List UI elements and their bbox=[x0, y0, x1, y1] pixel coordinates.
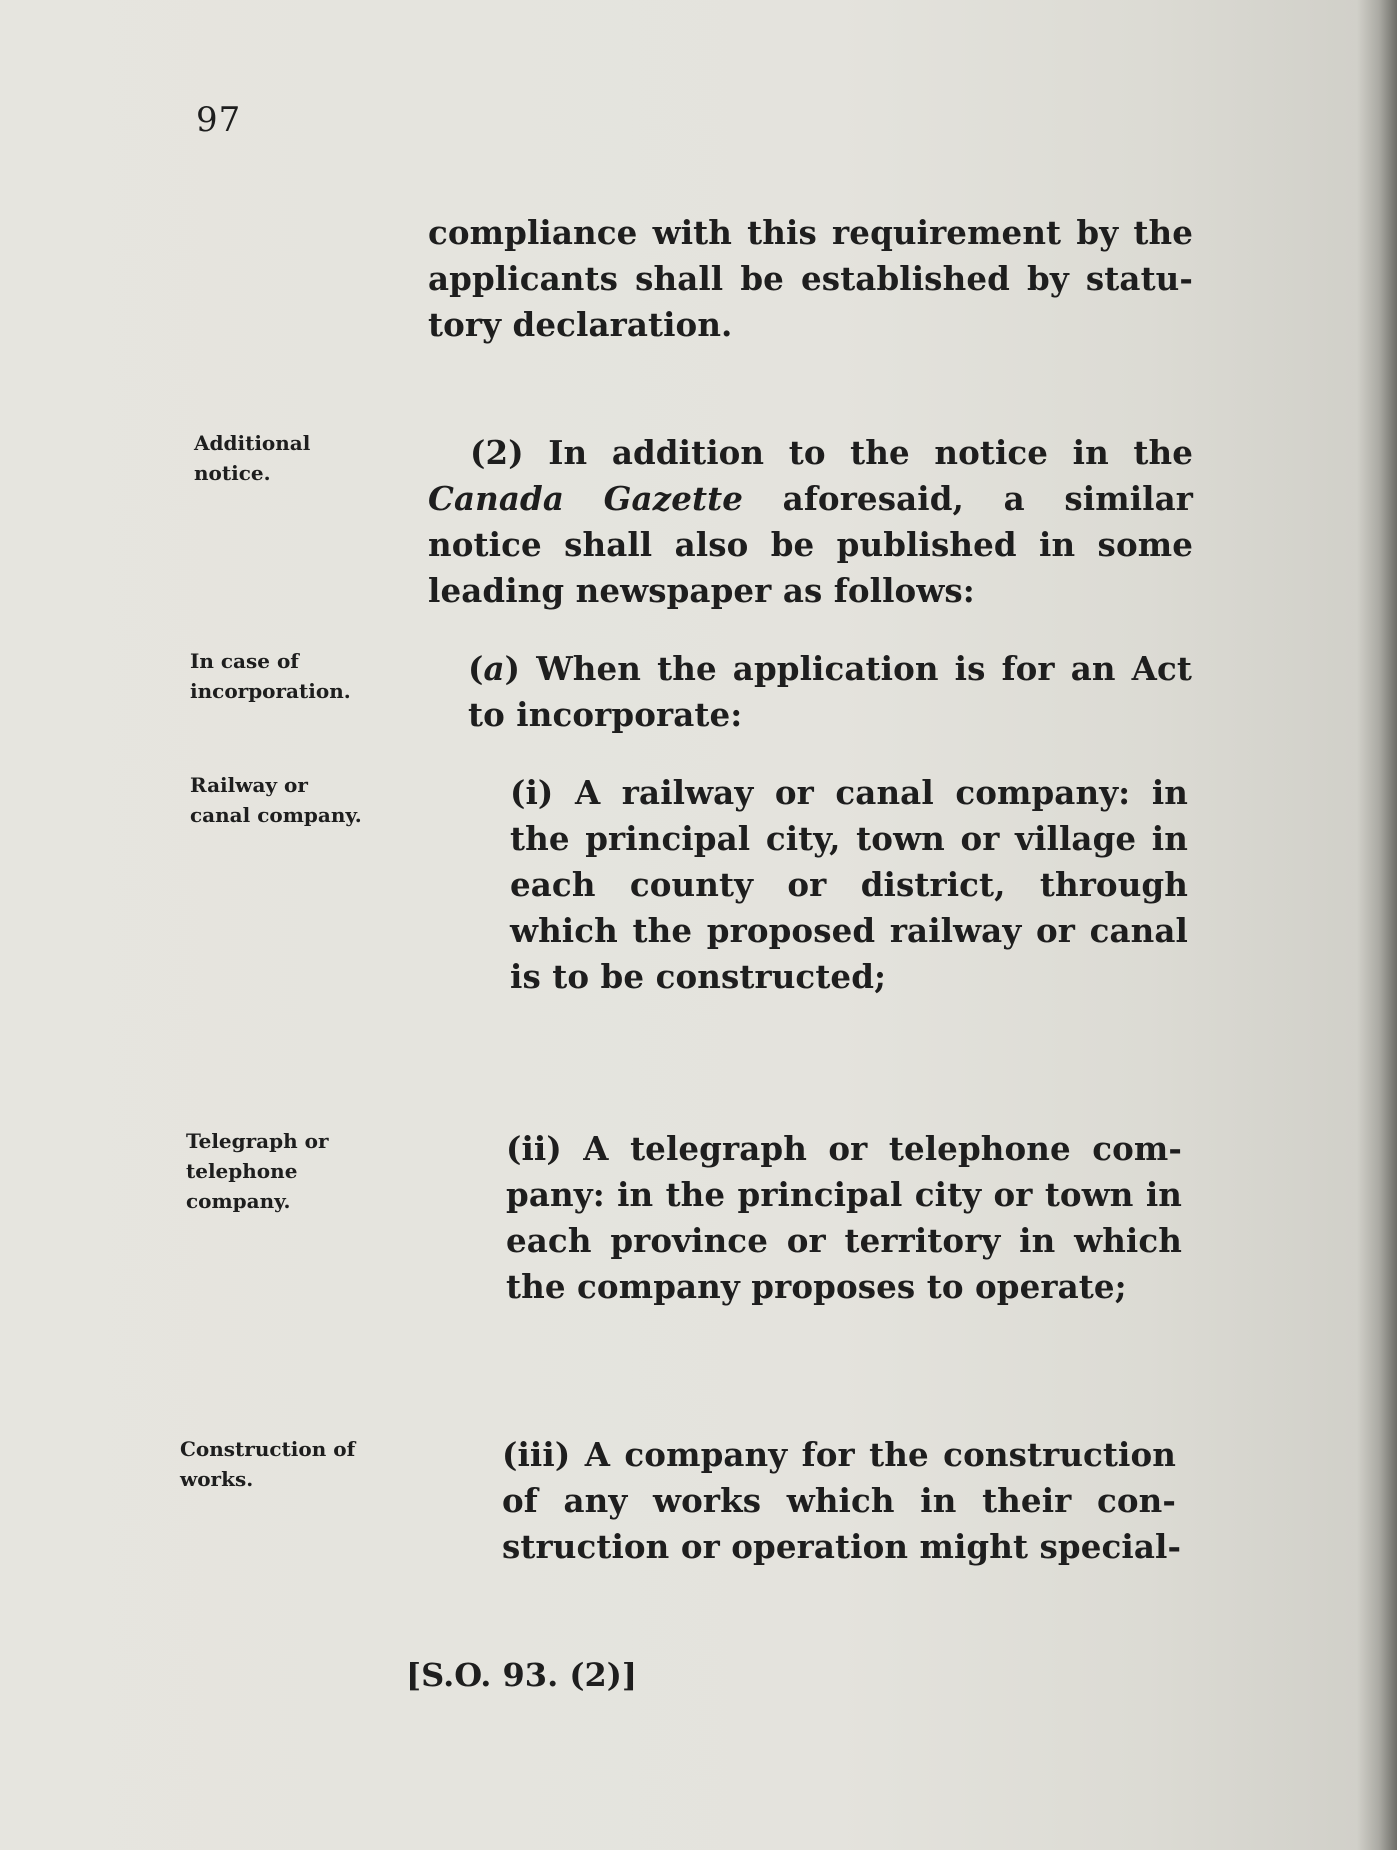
paragraph-line: which the proposed railway or canal bbox=[510, 911, 1188, 950]
paragraph-line: each province or territory in which bbox=[506, 1221, 1182, 1260]
paragraph-line: to incorporate: bbox=[468, 695, 743, 734]
margin-note-line: notice. bbox=[194, 461, 271, 485]
paragraph-text: aforesaid, a similar bbox=[782, 479, 1193, 518]
paragraph-line: compliance with this requirement by the bbox=[428, 213, 1193, 252]
margin-note-telegraph bbox=[186, 1126, 328, 1216]
paragraph-line: applicants shall be established by statu- bbox=[428, 259, 1193, 298]
clause-marker: a bbox=[483, 649, 505, 688]
paragraph-line: of any works which in their con- bbox=[502, 1481, 1176, 1520]
margin-note-incorporation bbox=[190, 646, 351, 706]
paragraph-i bbox=[510, 770, 1188, 1000]
page-number: 97 bbox=[196, 100, 242, 140]
margin-note-line: company. bbox=[186, 1189, 291, 1213]
margin-note-line: canal company. bbox=[190, 803, 362, 827]
margin-note-line: In case of bbox=[190, 649, 299, 673]
margin-note-additional-notice bbox=[194, 428, 310, 488]
margin-note-construction bbox=[180, 1434, 355, 1494]
paragraph-line: each county or district, through bbox=[510, 865, 1188, 904]
paragraph-line: (2) In addition to the notice in the bbox=[470, 433, 1193, 472]
margin-note-railway bbox=[190, 770, 362, 830]
paragraph-iii bbox=[502, 1432, 1182, 1570]
margin-note-line: Additional bbox=[194, 431, 311, 455]
margin-note-line: Construction of bbox=[180, 1437, 356, 1461]
paragraph-line: notice shall also be published in some bbox=[428, 525, 1193, 564]
italic-gazette: Gazette bbox=[603, 479, 744, 518]
paragraph-a bbox=[468, 646, 1192, 738]
margin-note-line: telephone bbox=[186, 1159, 298, 1183]
paragraph-line: pany: in the principal city or town in bbox=[506, 1175, 1182, 1214]
paragraph-text: When the application is for an Act bbox=[536, 649, 1192, 688]
paragraph-line bbox=[428, 476, 1193, 522]
margin-note-line: Railway or bbox=[190, 773, 308, 797]
paragraph-line: the company proposes to operate; bbox=[506, 1267, 1127, 1306]
paragraph-line: (a) When the application is for an Act bbox=[468, 649, 1192, 688]
paragraph-line: (iii) A company for the construction bbox=[502, 1435, 1176, 1474]
paragraph-line: tory declaration. bbox=[428, 305, 733, 344]
margin-note-line: works. bbox=[180, 1467, 254, 1491]
paragraph-line: struction or operation might special- bbox=[502, 1527, 1182, 1566]
paragraph-line: the principal city, town or village in bbox=[510, 819, 1188, 858]
paragraph-continuation bbox=[428, 210, 1193, 348]
italic-phrase: Canada bbox=[428, 479, 564, 518]
page-gutter-shadow bbox=[1357, 0, 1397, 1850]
paragraph-line: (ii) A telegraph or telephone com- bbox=[506, 1129, 1182, 1168]
paragraph-line: (i) A railway or canal company: in bbox=[510, 773, 1188, 812]
paragraph-ii bbox=[506, 1126, 1182, 1310]
margin-note-line: Telegraph or bbox=[186, 1129, 329, 1153]
paragraph-line: leading newspaper as follows: bbox=[428, 571, 975, 610]
paragraph-line: is to be constructed; bbox=[510, 957, 887, 996]
margin-note-line: incorporation. bbox=[190, 679, 351, 703]
paragraph-subsection-2 bbox=[428, 430, 1193, 614]
standing-order-reference: [S.O. 93. (2)] bbox=[406, 1656, 638, 1694]
